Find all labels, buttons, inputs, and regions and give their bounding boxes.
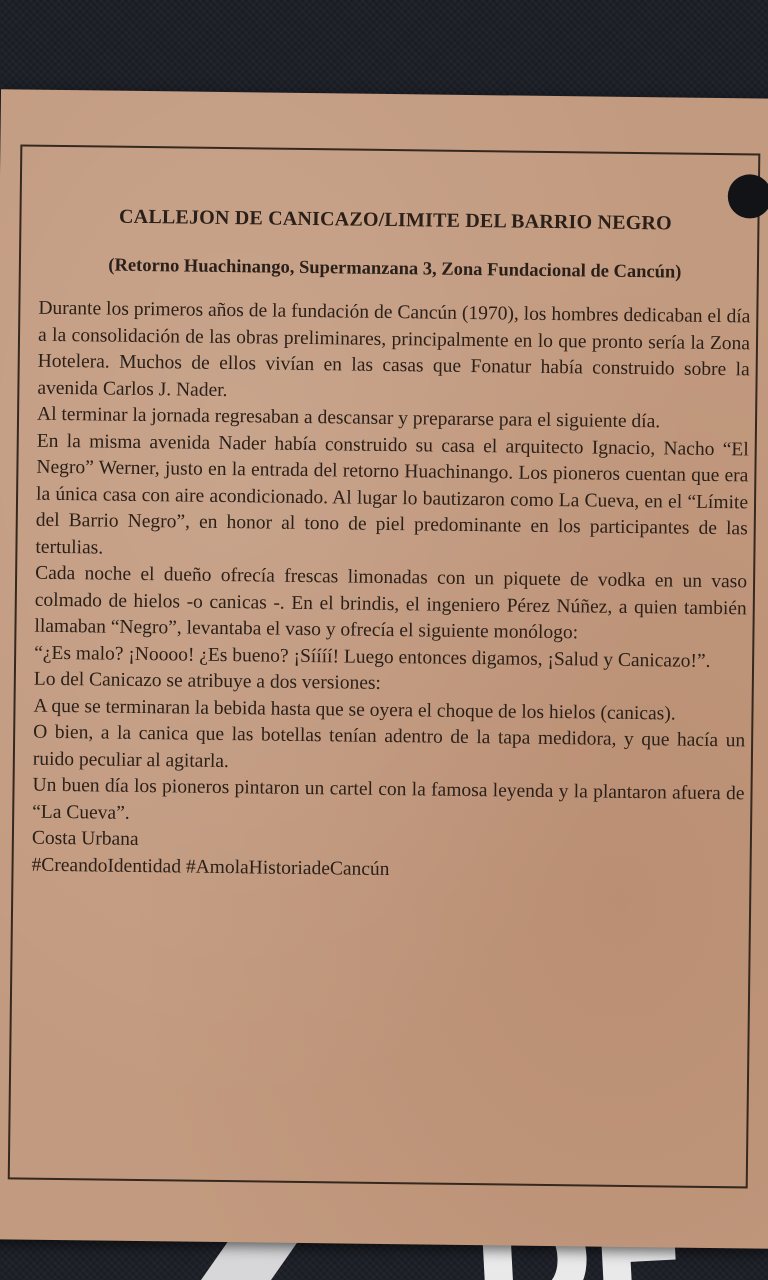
cardboard-tag	[0, 89, 768, 1249]
paragraph-la-cueva: En la misma avenida Nader había construido su casa el arquitecto Ignacio, Nacho “El Negro” Werner, justo en la entrada del retorno Huachinango. Los pioneros cuentan que era la única casa con aire acondicionado. Al lugar lo bautizaron como La Cueva, en el “Límite del Barrio Negro”, en honor al tono de piel predominante en los participantes de las tertulias.	[35, 430, 749, 559]
document-subtitle: (Retorno Huachinango, Supermanzana 3, Zona Fundacional de Cancún)	[108, 255, 682, 283]
paragraph-version-one: A que se terminaran la bebida hasta que se oyera el choque de los hielos (canicas).	[33, 695, 676, 725]
paragraph-monologue: “¿Es malo? ¡Noooo! ¿Es bueno? ¡Síííí! Luego entonces digamos, ¡Salud y Canicazo!”.	[34, 642, 711, 672]
paragraph-founding: Durante los primeros años de la fundación de Cancún (1970), los hombres dedicaban el día a la consolidación de las obras preliminares, principalmente en lo que pronto sería la Zona Hotelera. Muchos de ellos vivían en las casas que Fonatur había construido sobre la avenida Carlos J. Nader.	[37, 297, 751, 401]
signature-costa-urbana: Costa Urbana	[31, 827, 139, 850]
paragraph-version-two: O bien, a la canica que las botellas tenían adentro de la tapa medidora, y que hacía un ruido peculiar al agitarla.	[32, 721, 746, 772]
hashtags: #CreandoIdentidad #AmolaHistoriadeCancún	[31, 854, 390, 880]
document-title: CALLEJON DE CANICAZO/LIMITE DEL BARRIO NEGRO	[118, 205, 672, 235]
paragraph-limonadas: Cada noche el dueño ofrecía frescas limonadas con un piquete de vodka en un vaso colmado de hielos -o canicas -. En el brindis, el ingeniero Pérez Núñez, a quien también llamaban “Negro”, levantaba el vaso y ofrecía el siguiente monólogo:	[34, 562, 748, 644]
paragraph-cartel: Un buen día los pioneros pintaron un cartel con la famosa leyenda y la plantaron afuera de “La Cueva”.	[32, 774, 745, 824]
paragraph-end-of-day: Al terminar la jornada regresaban a descansar y prepararse para el siguiente día.	[36, 403, 661, 433]
tag-content	[31, 202, 751, 888]
document-body	[31, 296, 750, 888]
paragraph-versions-intro: Lo del Canicazo se atribuye a dos versiones:	[33, 668, 382, 694]
